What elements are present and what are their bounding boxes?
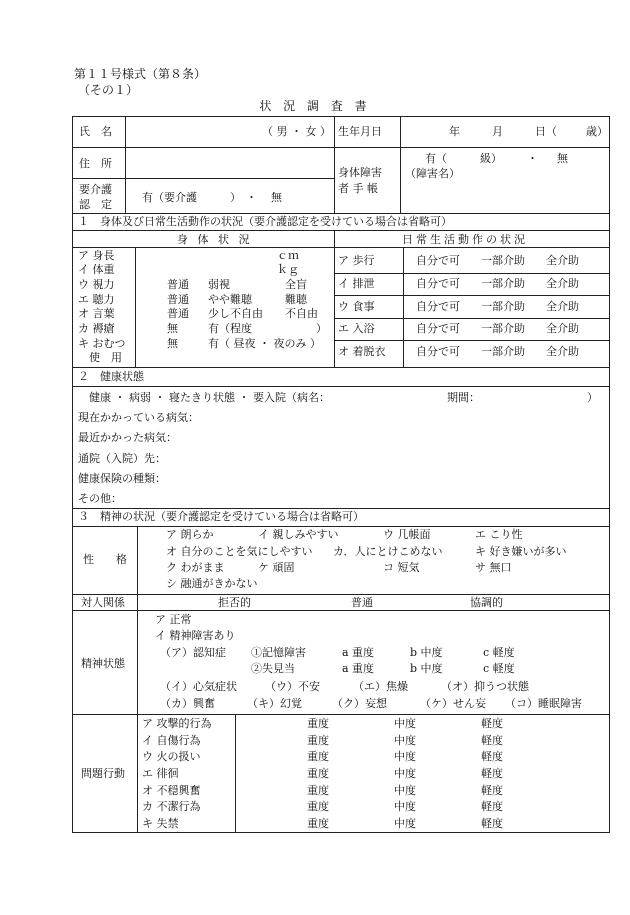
rule	[403, 247, 404, 367]
restless-mild[interactable]: 軽度	[481, 784, 503, 797]
selfharm-severe[interactable]: 重度	[307, 734, 329, 747]
rule	[334, 230, 335, 367]
eat-self[interactable]: 自分で可	[416, 300, 460, 313]
section1-title: １ 身体及び日常生活動作の状況（要介護認定を受けている場合は省略可）	[78, 215, 452, 228]
relation-refusing[interactable]: 拒否的	[218, 596, 251, 609]
rule	[72, 147, 610, 148]
rule	[72, 367, 610, 368]
problem-selfharm: イ 自傷行為	[142, 734, 201, 747]
bath-partial[interactable]: 一部介助	[481, 322, 525, 335]
aggression-severe[interactable]: 重度	[307, 717, 329, 730]
rule	[72, 714, 610, 715]
hospital: 通院（入院）先：	[78, 452, 166, 465]
disorientation-mild[interactable]: c 軽度	[483, 662, 515, 675]
problem-fire: ウ 火の扱い	[142, 750, 201, 763]
bath-self[interactable]: 自分で可	[416, 322, 460, 335]
dementia-label[interactable]: （ア）認知症	[160, 646, 226, 659]
item-weight: イ 体重	[78, 263, 115, 276]
disorientation-moderate[interactable]: b 中度	[410, 662, 443, 675]
problem-unclean: カ 不潔行為	[142, 800, 201, 813]
form-subtitle: （その１）	[78, 83, 139, 97]
health-period: 期間：	[447, 391, 480, 404]
restless-severe[interactable]: 重度	[307, 784, 329, 797]
address-label: 住 所	[79, 157, 112, 170]
rule	[400, 116, 401, 213]
disability-name: （障害名）	[405, 167, 460, 180]
dress-partial[interactable]: 一部介助	[481, 345, 525, 358]
aggression-mild[interactable]: 軽度	[481, 717, 503, 730]
disability-label-2: 者 手 帳	[338, 182, 378, 195]
care-dot: ・	[246, 191, 257, 204]
care-no[interactable]: 無	[271, 191, 282, 204]
bedsore-no[interactable]: 無	[167, 322, 178, 335]
rule	[235, 714, 236, 833]
birth-year: 年	[449, 125, 460, 138]
rule	[72, 526, 610, 527]
hearing-slight[interactable]: やや難聴	[208, 293, 252, 306]
section2-title: ２ 健康状態	[78, 370, 144, 383]
depression[interactable]: （オ）抑うつ状態	[441, 680, 529, 693]
care-label-1: 要介護	[79, 183, 112, 196]
diaper-yes[interactable]: 有（ 昼夜 ・ 夜のみ ）	[208, 337, 321, 350]
rule	[72, 213, 610, 214]
document-title: 状 況 調 査 書	[259, 99, 371, 113]
hallucination[interactable]: （キ）幻覚	[247, 697, 302, 710]
item-vision: ウ 視力	[78, 278, 115, 291]
unclean-moderate[interactable]: 中度	[394, 800, 416, 813]
delusion[interactable]: （ク）妄想	[332, 697, 387, 710]
rule	[72, 230, 610, 231]
item-hearing: エ 聴力	[78, 293, 115, 306]
memory-moderate[interactable]: b 中度	[410, 646, 443, 659]
bedsore-close: ）	[316, 322, 327, 335]
rule	[135, 247, 136, 367]
toilet-full[interactable]: 全介助	[546, 277, 579, 290]
daily-living-header: 日常生活動作の状況	[402, 233, 528, 246]
problem-restless: オ 不穏興奮	[142, 784, 201, 797]
selfharm-moderate[interactable]: 中度	[394, 734, 416, 747]
unit-kg: ｋｇ	[277, 263, 299, 276]
form-number: 第１１号様式（第８条）	[74, 67, 207, 81]
item-diaper-2: 使 用	[78, 351, 122, 364]
relation-label: 対人関係	[81, 596, 125, 609]
rule	[72, 247, 610, 248]
rule	[72, 508, 610, 509]
section3-title: ３ 精神の状況（要介護認定を受けている場合は省略可）	[78, 510, 364, 523]
rule	[72, 386, 610, 387]
trait-sa[interactable]: サ 無口	[475, 561, 512, 574]
disability-dot: ・	[527, 152, 538, 165]
disorientation[interactable]: ②失見当	[251, 662, 295, 675]
speech-normal[interactable]: 普通	[167, 307, 189, 320]
relation-normal[interactable]: 普通	[351, 596, 373, 609]
disorientation-severe[interactable]: a 重度	[342, 662, 375, 675]
walk-full[interactable]: 全介助	[546, 254, 579, 267]
wandering-moderate[interactable]: 中度	[394, 767, 416, 780]
vision-normal[interactable]: 普通	[167, 278, 189, 291]
unit-cm: ｃｍ	[277, 249, 299, 262]
incontinence-severe[interactable]: 重度	[307, 817, 329, 830]
trait-ka[interactable]: カ．人にとけこめない	[333, 545, 443, 558]
mental-disorder[interactable]: イ 精神障害あり	[155, 629, 236, 642]
sleep-disorder[interactable]: （コ）睡眠障害	[505, 697, 582, 710]
disability-yes[interactable]: 有（ 級）	[425, 152, 502, 165]
fire-moderate[interactable]: 中度	[394, 750, 416, 763]
rule	[72, 178, 334, 179]
walk-self[interactable]: 自分で可	[416, 254, 460, 267]
daily-walk: ア 歩行	[338, 254, 375, 267]
memory-severe[interactable]: a 重度	[342, 646, 375, 659]
dress-self[interactable]: 自分で可	[416, 345, 460, 358]
disability-no[interactable]: 無	[557, 152, 568, 165]
speech-impaired[interactable]: 不自由	[285, 307, 318, 320]
health-close: ）	[587, 391, 598, 404]
diaper-no[interactable]: 無	[167, 337, 178, 350]
birth-age: 歳）	[586, 125, 608, 138]
problem-wandering: エ 徘徊	[142, 767, 179, 780]
irritation[interactable]: （エ）焦燥	[353, 680, 408, 693]
bath-full[interactable]: 全介助	[546, 322, 579, 335]
name-label: 氏 名	[79, 125, 112, 138]
trait-i[interactable]: イ 親しみやすい	[258, 528, 339, 541]
hearing-deaf[interactable]: 難聴	[285, 293, 307, 306]
trait-ku[interactable]: ク わがまま	[166, 561, 225, 574]
disability-label-1: 身体障害	[338, 166, 382, 179]
trait-a[interactable]: ア 朗らか	[166, 528, 214, 541]
rule	[334, 116, 335, 213]
bedsore-yes[interactable]: 有（程度	[208, 322, 252, 335]
item-speech: オ 言葉	[78, 307, 115, 320]
walk-partial[interactable]: 一部介助	[481, 254, 525, 267]
rule	[334, 340, 610, 341]
daily-eat: ウ 食事	[338, 300, 375, 313]
hearing-normal[interactable]: 普通	[167, 293, 189, 306]
trait-o[interactable]: オ 自分のことを気にしやすい	[166, 545, 313, 558]
excitement[interactable]: （カ）興奮	[160, 697, 215, 710]
hypochondria[interactable]: （イ）心気症状	[160, 680, 237, 693]
unclean-severe[interactable]: 重度	[307, 800, 329, 813]
selfharm-mild[interactable]: 軽度	[481, 734, 503, 747]
toilet-self[interactable]: 自分で可	[416, 277, 460, 290]
rule	[125, 116, 126, 213]
item-bedsore: カ 褥瘡	[78, 322, 115, 335]
daily-dress: オ 着脱衣	[338, 345, 386, 358]
fire-mild[interactable]: 軽度	[481, 750, 503, 763]
anxiety[interactable]: （ウ）不安	[265, 680, 320, 693]
health-status-options[interactable]: 健康 ・ 病弱 ・ 寝たきり状態 ・ 要入院（病名：	[89, 391, 330, 404]
problem-label: 問題行動	[81, 767, 125, 780]
relation-cooperative[interactable]: 協調的	[470, 596, 503, 609]
aggression-moderate[interactable]: 中度	[394, 717, 416, 730]
rule	[334, 273, 610, 274]
vision-weak[interactable]: 弱視	[208, 278, 230, 291]
toilet-partial[interactable]: 一部介助	[481, 277, 525, 290]
fire-severe[interactable]: 重度	[307, 750, 329, 763]
rule	[334, 318, 610, 319]
eat-partial[interactable]: 一部介助	[481, 300, 525, 313]
mental-normal[interactable]: ア 正常	[155, 613, 192, 626]
care-label-2: 認 定	[79, 198, 112, 211]
wandering-severe[interactable]: 重度	[307, 767, 329, 780]
daily-bath: エ 入浴	[338, 322, 375, 335]
dress-full[interactable]: 全介助	[546, 345, 579, 358]
delirium[interactable]: （ケ）せん妄	[420, 697, 486, 710]
item-diaper: キ おむつ	[78, 337, 126, 350]
rule	[72, 594, 610, 595]
trait-ke[interactable]: ケ 頑固	[258, 561, 295, 574]
problem-incontinence: キ 失禁	[142, 817, 179, 830]
other-notes: その他：	[78, 492, 122, 505]
rule	[72, 610, 610, 611]
birth-day: 日（	[535, 125, 557, 138]
trait-u[interactable]: ウ 几帳面	[383, 528, 431, 541]
speech-slight[interactable]: 少し不自由	[208, 307, 263, 320]
memory-impairment[interactable]: ①記憶障害	[251, 646, 306, 659]
mental-label: 精神状態	[81, 657, 125, 670]
recent-illness: 最近かかった病気：	[78, 431, 177, 444]
restless-moderate[interactable]: 中度	[394, 784, 416, 797]
vision-blind[interactable]: 全盲	[285, 278, 307, 291]
body-status-header: 身 体 状 況	[177, 233, 253, 246]
rule	[334, 295, 610, 296]
trait-shi[interactable]: シ 融通がきかない	[166, 577, 258, 590]
item-height: ア 身長	[78, 249, 115, 262]
wandering-mild[interactable]: 軽度	[481, 767, 503, 780]
sex-choice[interactable]: （ 男 ・ 女 ）	[262, 125, 331, 138]
incontinence-moderate[interactable]: 中度	[394, 817, 416, 830]
memory-mild[interactable]: c 軽度	[483, 646, 515, 659]
insurance-type: 健康保険の種類：	[78, 472, 166, 485]
rule	[137, 526, 138, 833]
unclean-mild[interactable]: 軽度	[481, 800, 503, 813]
birth-label: 生年月日	[338, 125, 382, 138]
current-illness: 現在かかっている病気：	[78, 411, 199, 424]
trait-e[interactable]: エ こり性	[475, 528, 523, 541]
personality-label: 性 格	[83, 553, 127, 566]
trait-ko[interactable]: コ 短気	[383, 561, 420, 574]
trait-ki[interactable]: キ 好き嫌いが多い	[475, 545, 567, 558]
eat-full[interactable]: 全介助	[546, 300, 579, 313]
incontinence-mild[interactable]: 軽度	[481, 817, 503, 830]
problem-aggression: ア 攻撃的行為	[142, 717, 212, 730]
birth-month: 月	[492, 125, 503, 138]
daily-toilet: イ 排泄	[338, 277, 375, 290]
care-yes[interactable]: 有（要介護 ）	[142, 191, 241, 204]
